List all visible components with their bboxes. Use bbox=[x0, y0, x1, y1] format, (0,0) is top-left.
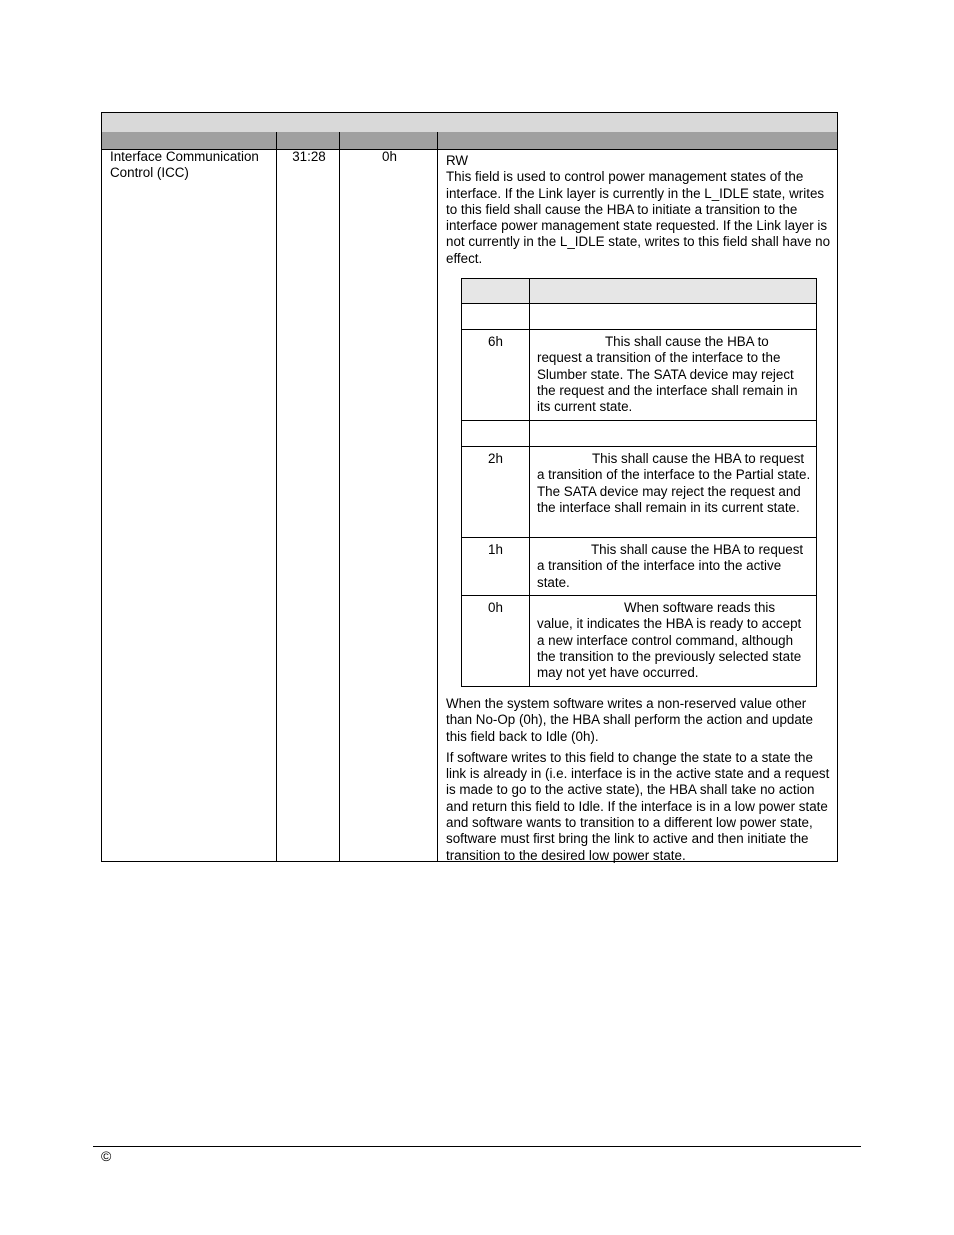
note-paragraph: If software writes to this field to change the state to a state the link is already in (i.e. interface is in the active state and a request is made to go to the active state), the HBA shall take no action and return this field to Idle. If the interface is in a low power state and software wants to transition to a different low power state, software must first bring the link to active and then initiate the transition to the desired low power state. bbox=[446, 749, 830, 863]
note-paragraph: When the system software writes a non-reserved value other than No-Op (0h), the HBA shall perform the action and update this field back to Idle (0h). bbox=[446, 696, 813, 744]
value-code: 2h bbox=[488, 451, 503, 466]
column-divider bbox=[276, 132, 277, 861]
field-notes bbox=[446, 696, 832, 864]
table-header-row bbox=[102, 132, 837, 150]
value-description: This shall cause the HBA to request a transition of the interface to the Slumber state. The SATA device may reject the request and the interface shall remain in its current state. bbox=[537, 334, 798, 415]
description-text: This field is used to control power management states of the interface. If the Link layer is currently in the L_IDLE state, writes to this field shall cause the HBA to initiate a transition to the interface power management state requested. If the Link layer is not currently in the L_IDLE state, writes to this field shall have no effect. bbox=[446, 169, 831, 266]
value-description: This shall cause the HBA to request a transition of the interface to the Partial state. The SATA device may reject the request and the interface shall remain in its current state. bbox=[537, 451, 811, 515]
table-row bbox=[461, 329, 817, 421]
value-description: When software reads this value, it indicates the HBA is ready to accept a new interface control command, although the transition to the previously selected state may not yet have occurred. bbox=[537, 600, 802, 681]
field-name: Interface Communication Control (ICC) bbox=[110, 149, 259, 181]
register-table bbox=[101, 112, 838, 862]
column-divider bbox=[437, 132, 438, 861]
value-description: This shall cause the HBA to request a transition of the interface into the active state. bbox=[537, 542, 804, 590]
table-row bbox=[461, 446, 817, 538]
table-row bbox=[461, 303, 817, 330]
table-row bbox=[461, 595, 817, 687]
footer-divider bbox=[93, 1146, 861, 1147]
value-code: 0h bbox=[488, 600, 503, 615]
table-row bbox=[461, 537, 817, 596]
field-description bbox=[446, 153, 832, 267]
column-divider bbox=[339, 132, 340, 861]
value-table bbox=[461, 278, 817, 687]
value-code: 1h bbox=[488, 542, 503, 557]
access-type: RW bbox=[446, 153, 469, 168]
table-row bbox=[461, 420, 817, 447]
reset-value: 0h bbox=[382, 149, 397, 164]
value-code: 6h bbox=[488, 334, 503, 349]
bit-range: 31:28 bbox=[292, 149, 326, 164]
copyright-symbol: © bbox=[101, 1148, 112, 1164]
table-title-bar bbox=[102, 113, 837, 133]
value-table-header bbox=[461, 278, 817, 304]
